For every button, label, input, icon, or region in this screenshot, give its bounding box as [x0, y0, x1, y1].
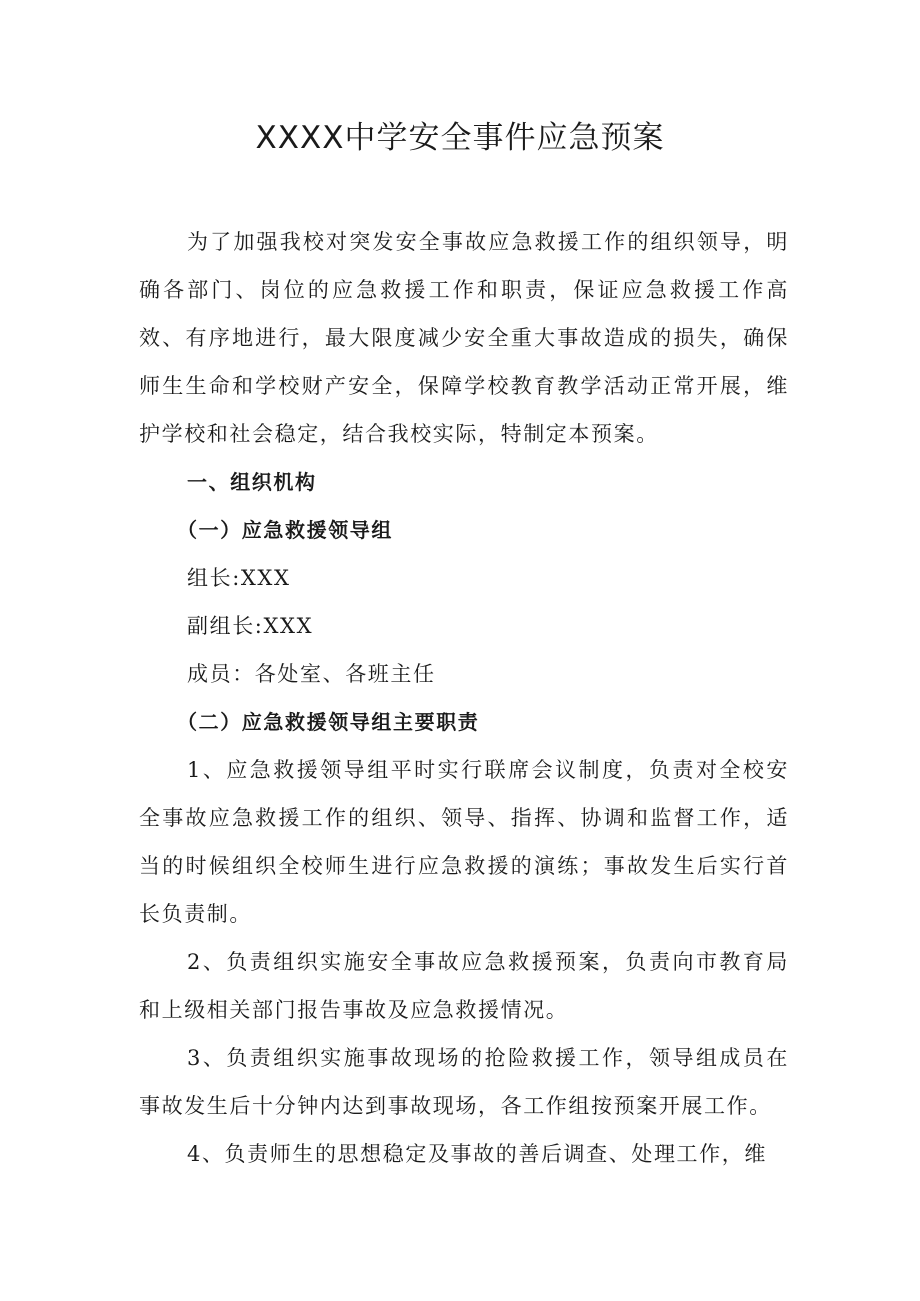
duty-paragraph-3: 3、负责组织实施事故现场的抢险救援工作，领导组成员在事故发生后十分钟内达到事故现场，各工作组按预案开展工作。 [139, 1046, 789, 1118]
duty-paragraph-1: 1、应急救援领导组平时实行联席会议制度，负责对全校安全事故应急救援工作的组织、领导、指挥、协调和监督工作，适当的时候组织全校师生进行应急救援的演练；事故发生后实行首长负责制。 [139, 758, 789, 926]
leader-line: 组长:XXX [187, 566, 291, 590]
deputy-leader-line: 副组长:XXX [187, 614, 314, 638]
subsection-heading-duties: （二）应急救援领导组主要职责 [177, 710, 480, 734]
members-line: 成员：各处室、各班主任 [187, 662, 436, 686]
duty-paragraph-4: 4、负责师生的思想稳定及事故的善后调查、处理工作，维 [187, 1142, 767, 1166]
section-heading-organization: 一、组织机构 [187, 470, 317, 494]
document-body [139, 218, 789, 1178]
subsection-heading-leadership-group: （一）应急救援领导组 [177, 518, 393, 542]
duty-paragraph-2: 2、负责组织实施安全事故应急救援预案，负责向市教育局和上级相关部门报告事故及应急救援情况。 [139, 950, 789, 1022]
intro-paragraph: 为了加强我校对突发安全事故应急救援工作的组织领导，明确各部门、岗位的应急救援工作和职责，保证应急救援工作高效、有序地进行，最大限度减少安全重大事故造成的损失，确保师生生命和学校财产安全，保障学校教育教学活动正常开展，维护学校和社会稳定，结合我校实际，特制定本预案。 [139, 230, 789, 446]
document-title: XXXX中学安全事件应急预案 [255, 120, 665, 156]
